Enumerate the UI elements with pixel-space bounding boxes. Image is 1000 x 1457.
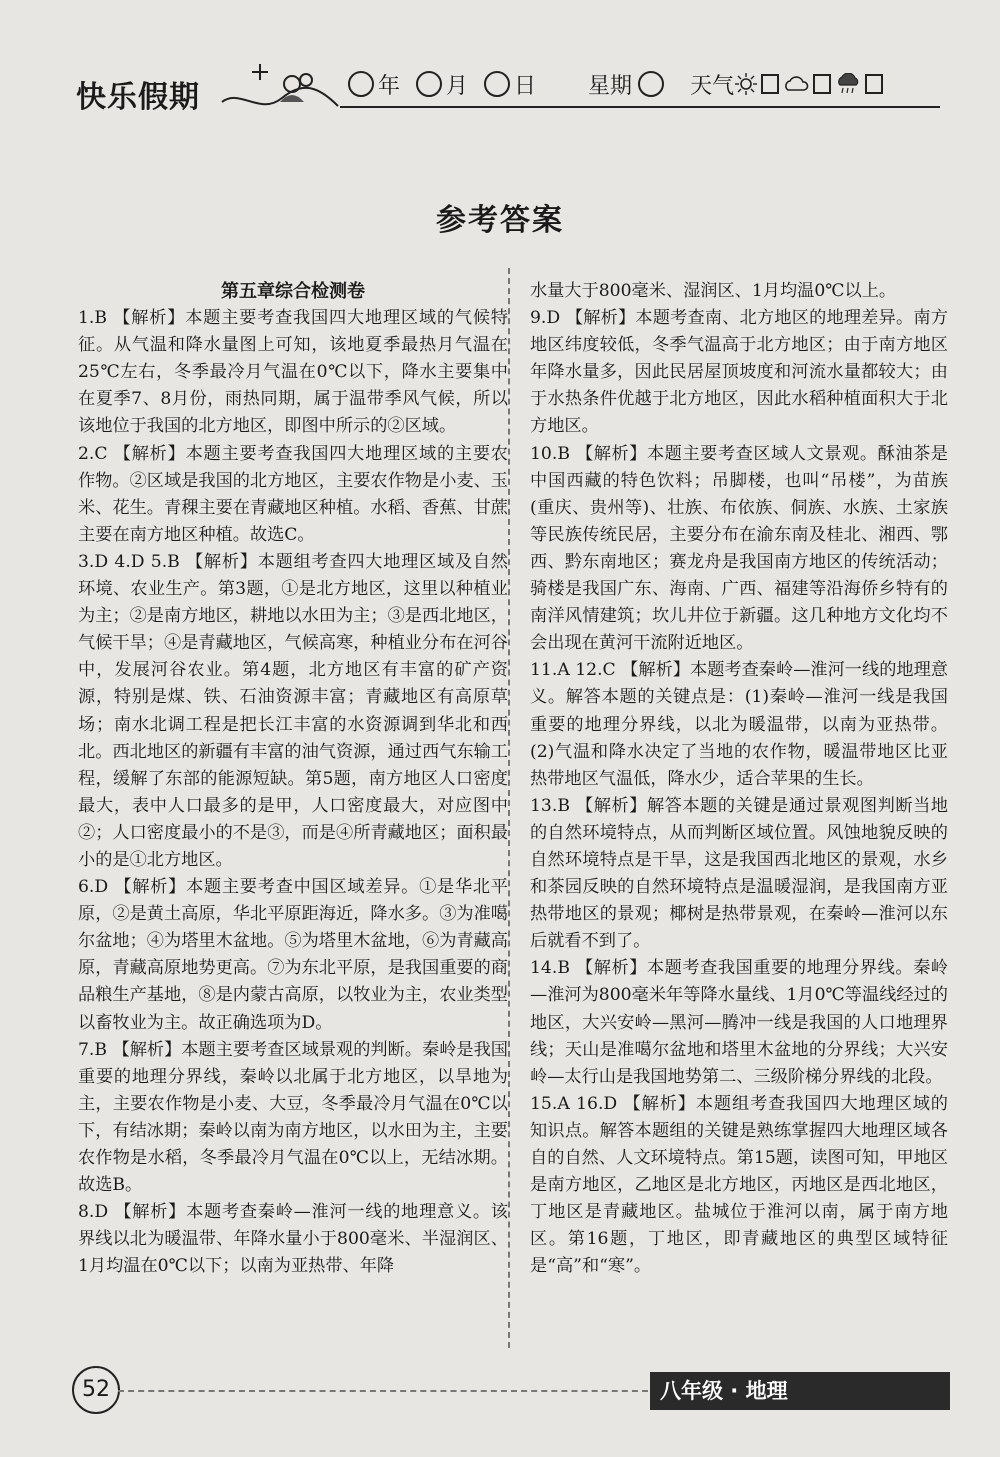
answer-item: 2.C 【解析】本题主要考查我国四大地理区域的主要农作物。②区域是我国的北方地区，主要农作物是小麦、玉米、花生。青稞主要在青藏地区种植。水稻、香蕉、甘蔗主要在南方地区种植。故选C。: [78, 443, 508, 545]
left-column: [78, 278, 508, 1280]
answer-item: 9.D 【解析】本题考查南、北方地区的地理差异。南方地区纬度较低，冬季气温高于北方地区；由于南方地区年降水量多，因此民居屋顶坡度和河流水量都较大；由于水热条件优越于北方地区，因此水稻种植面积大于北方地区。: [530, 308, 948, 437]
flower-decoration-icon: [220, 58, 340, 118]
day-label: 日: [514, 73, 537, 99]
answer-item: 11.A 12.C 【解析】本题考查秦岭—淮河一线的地理意义。解答本题的关键点是：(1)秦岭—淮河一线是我国重要的地理分界线，以北为暖温带，以南为亚热带。(2)气温和降水决定了当地的农作物，暖温带地区比亚热带地区气温低，降水少，适合苹果的生长。: [530, 660, 948, 789]
date-weather-bar: [342, 64, 940, 104]
answer-item: 水量大于800毫米、湿润区、1月均温0℃以上。: [530, 281, 897, 301]
weather-label: 天气: [690, 73, 735, 99]
page-header: [70, 50, 940, 115]
weekday-blank: [638, 71, 664, 97]
answer-item: 3.D 4.D 5.B 【解析】本题组考查四大地理区域及自然环境、农业生产。第3题，①是北方地区，这里以种植业为主；②是南方地区，耕地以水田为主；③是西北地区，气候干旱；④是青藏地区，气候高寒，种植业分布在河谷中，发展河谷农业。第4题，北方地区有丰富的矿产资源，特别是煤、铁、石油资源丰富；青藏地区有高原草场；南水北调工程是把长江丰富的水资源调到华北和西北。西北地区的新疆有丰富的油气资源，通过西气东输工程，缓解了东部的能源短缺。第5题，南方地区人口密度最大，表中人口最多的是甲，人口密度最大，对应图中②；人口密度最小的不是③，而是④所青藏地区；面积最小的是①北方地区。: [78, 551, 508, 870]
answer-item: 6.D 【解析】本题主要考查中国区域差异。①是华北平原，②是黄土高原，华北平原距海近，降水多。③为准噶尔盆地；④为塔里木盆地。⑤为塔里木盆地，⑥为青藏高原，青藏高原地势更高。⑦为东北平原，是我国重要的商品粮生产基地，⑧是内蒙古高原，以牧业为主，农业类型以畜牧业为主。故正确选项为D。: [78, 877, 508, 1033]
right-column: [530, 278, 948, 1280]
rain-checkbox: [865, 74, 883, 94]
footer-grade-subject: 八年级 · 地理: [650, 1372, 950, 1410]
column-divider: [508, 268, 510, 1348]
answer-item: 7.B 【解析】本题主要考查区域景观的判断。秦岭是我国重要的地理分界线，秦岭以北属于北方地区，以旱地为主，主要农作物是小麦、大豆，冬季最冷月气温在0℃以下，有结冰期；秦岭以南为南方地区，以水田为主，主要农作物是水稻，冬季最冷月气温在0℃以上，无结冰期。故选B。: [78, 1039, 508, 1196]
answer-item: 8.D 【解析】本题考查秦岭—淮河一线的地理意义。该界线以北为暖温带、年降水量小于800毫米、半湿润区、1月均温在0℃以下；以南为亚热带、年降: [78, 1202, 508, 1277]
answer-item: 15.A 16.D 【解析】本题组考查我国四大地理区域的知识点。解答本题组的关键是熟练掌握四大地理区域各自的自然、人文环境特点。第15题，读图可知，甲地区是南方地区，乙地区是北方地区，丙地区是西北地区，丁地区是青藏地区。盐城位于淮河以南，属于南方地区。第16题，丁地区，即青藏地区的典型区域特征是“高”和“寒”。: [530, 1093, 948, 1277]
cloudy-checkbox: [813, 74, 831, 94]
sunny-checkbox: [761, 74, 779, 94]
day-blank: [484, 71, 510, 97]
cloudy-icon: [783, 74, 809, 94]
month-blank: [416, 71, 442, 97]
answer-item: 10.B 【解析】本题主要考查区域人文景观。酥油茶是中国西藏的特色饮料；吊脚楼，也叫“吊楼”，为苗族(重庆、贵州等)、壮族、布依族、侗族、水族、土家族等民族传统民居，主要分布在渝东南及桂北、湘西、鄂西、黔东南地区；赛龙舟是我国南方地区的传统活动；骑楼是我国广东、海南、广西、福建等沿海侨乡特有的南洋风情建筑；坎儿井位于新疆。这几种地方文化均不会出现在黄河干流附近地区。: [530, 443, 948, 654]
answer-item: 14.B 【解析】本题考查我国重要的地理分界线。秦岭—淮河为800毫米年等降水量线、1月0℃等温线经过的地区，大兴安岭—黑河—腾冲一线是我国的人口地理界线；天山是准噶尔盆地和塔里木盆地的分界线；大兴安岭—太行山是我国地势第二、三级阶梯分界线的北段。: [530, 958, 948, 1087]
answer-item: 13.B 【解析】解答本题的关键是通过景观图判断当地的自然环境特点，从而判断区域位置。风蚀地貌反映的自然环境特点是干旱，这是我国西北地区的景观，水乡和茶园反映的自然环境特点是温暖湿润，是我国南方亚热带地区的景观；椰树是热带景观，在秦岭—淮河以东后就看不到了。: [530, 795, 948, 952]
rain-icon: [835, 73, 861, 95]
brand-logo: [70, 58, 340, 115]
brand-title: 快乐假期: [76, 80, 200, 115]
footer-rule: [118, 1390, 648, 1392]
section-title: 第五章综合检测卷: [221, 281, 365, 302]
sun-icon: [735, 73, 757, 95]
weekday-label: 星期: [588, 73, 633, 99]
page-number: 52: [72, 1366, 120, 1414]
year-blank: [348, 71, 374, 97]
month-label: 月: [446, 73, 469, 99]
answer-item: 1.B 【解析】本题主要考查我国四大地理区域的气候特征。从气温和降水量图上可知，该地夏季最热月气温在25℃左右，冬季最冷月气温在0℃以下，降水主要集中在夏季7、8月份，雨热同期，属于温带季风气候，所以该地位于我国的北方地区，即图中所示的②区域。: [78, 308, 508, 437]
year-label: 年: [378, 73, 401, 99]
header-rule: [340, 106, 940, 108]
page-title: 参考答案: [436, 203, 564, 238]
